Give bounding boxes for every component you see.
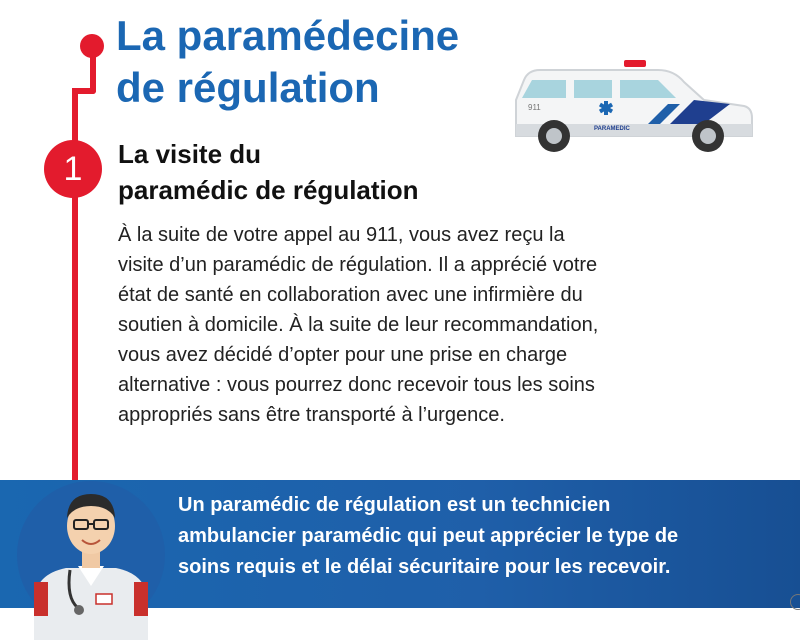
ambulance-illustration xyxy=(508,58,758,158)
page-title xyxy=(116,10,459,114)
ambulance-label: PARAMEDIC xyxy=(594,126,630,132)
body-line: état de santé en collaboration avec une infirmière du xyxy=(118,284,583,306)
body-line: visite d’un paramédic de régulation. Il a apprécié votre xyxy=(118,254,598,276)
title-line-2: de régulation xyxy=(116,64,380,111)
ambulance-number: 911 xyxy=(528,103,541,112)
step-number-badge: 1 xyxy=(44,140,102,198)
body-line: appropriés sans être transporté à l’urgence. xyxy=(118,404,505,426)
title-line-1: La paramédecine xyxy=(116,12,460,59)
paramedic-avatar xyxy=(16,470,166,640)
body-line: vous avez décidé d’opter pour une prise en charge xyxy=(118,344,568,366)
timeline-dot xyxy=(80,34,104,58)
banner-line: soins requis et le délai sécuritaire pour les recevoir. xyxy=(178,556,671,578)
corner-mark xyxy=(790,594,800,610)
body-line: alternative : vous pourrez donc recevoir tous les soins xyxy=(118,374,595,396)
body-line: À la suite de votre appel au 911, vous avez reçu la xyxy=(118,224,565,246)
step-title xyxy=(118,136,419,208)
step-title-line-2: paramédic de régulation xyxy=(118,175,419,205)
body-line: soutien à domicile. À la suite de leur recommandation, xyxy=(118,314,599,336)
banner-line: Un paramédic de régulation est un technicien xyxy=(178,494,611,516)
body-paragraph xyxy=(118,220,738,430)
banner-line: ambulancier paramédic qui peut apprécier le type de xyxy=(178,525,679,547)
banner-text xyxy=(178,490,768,583)
step-title-line-1: La visite du xyxy=(118,139,262,169)
